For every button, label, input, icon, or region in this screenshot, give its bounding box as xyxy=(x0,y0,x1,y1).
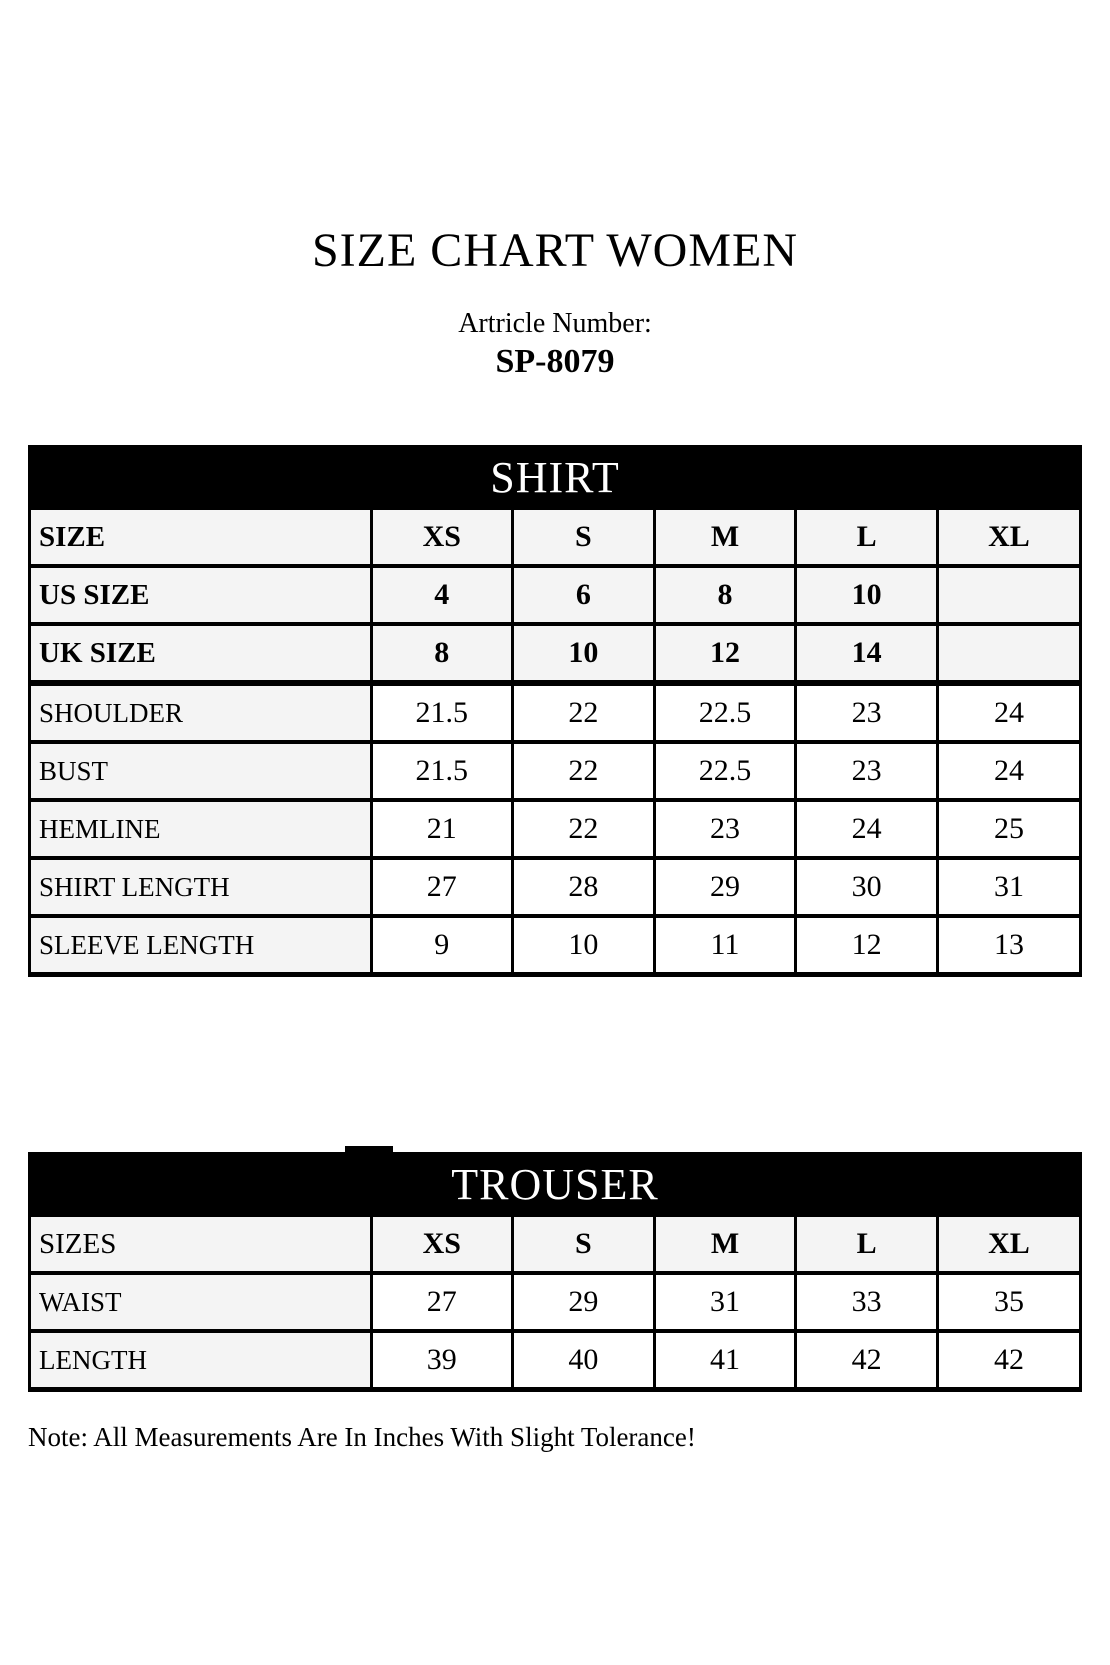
value-cell: S xyxy=(513,1215,655,1273)
value-cell: 42 xyxy=(796,1331,938,1387)
value-cell xyxy=(937,566,1079,624)
table-row xyxy=(31,916,1079,972)
page-title: SIZE CHART WOMEN xyxy=(311,224,798,277)
table-row xyxy=(31,508,1079,566)
trouser-size-table xyxy=(31,1213,1079,1387)
value-cell: 4 xyxy=(371,566,513,624)
value-cell: 23 xyxy=(796,742,938,800)
value-cell: 40 xyxy=(513,1331,655,1387)
value-cell: 14 xyxy=(796,624,938,683)
value-cell: 22.5 xyxy=(654,683,796,742)
row-label-cell: SIZES xyxy=(31,1215,371,1273)
shirt-size-table xyxy=(31,506,1079,972)
shirt-table-title: SHIRT xyxy=(31,448,1079,506)
value-cell: 8 xyxy=(371,624,513,683)
row-label-cell: LENGTH xyxy=(31,1331,371,1387)
table-row xyxy=(31,1273,1079,1331)
row-label-cell: UK SIZE xyxy=(31,624,371,683)
value-cell: XL xyxy=(937,508,1079,566)
value-cell: 22.5 xyxy=(654,742,796,800)
value-cell: 29 xyxy=(513,1273,655,1331)
value-cell: 30 xyxy=(796,858,938,916)
article-number-label: Artricle Number: xyxy=(458,308,652,340)
value-cell: 11 xyxy=(654,916,796,972)
value-cell: XL xyxy=(937,1215,1079,1273)
table-row xyxy=(31,566,1079,624)
value-cell: L xyxy=(796,508,938,566)
value-cell: 29 xyxy=(654,858,796,916)
table-row xyxy=(31,1331,1079,1387)
value-cell: 28 xyxy=(513,858,655,916)
row-label-cell: WAIST xyxy=(31,1273,371,1331)
value-cell: 42 xyxy=(937,1331,1079,1387)
value-cell: XS xyxy=(371,1215,513,1273)
value-cell: 24 xyxy=(937,742,1079,800)
value-cell: 23 xyxy=(796,683,938,742)
value-cell: 6 xyxy=(513,566,655,624)
value-cell: 22 xyxy=(513,800,655,858)
value-cell: 39 xyxy=(371,1331,513,1387)
table-row xyxy=(31,683,1079,742)
table-row xyxy=(31,1215,1079,1273)
row-label-cell: BUST xyxy=(31,742,371,800)
value-cell: 31 xyxy=(654,1273,796,1331)
value-cell: 24 xyxy=(796,800,938,858)
value-cell: 31 xyxy=(937,858,1079,916)
value-cell: 21 xyxy=(371,800,513,858)
value-cell: 22 xyxy=(513,742,655,800)
value-cell: 35 xyxy=(937,1273,1079,1331)
row-label-cell: HEMLINE xyxy=(31,800,371,858)
measurement-note: Note: All Measurements Are In Inches With Slight Tolerance! xyxy=(28,1422,696,1453)
value-cell: 24 xyxy=(937,683,1079,742)
table-row xyxy=(31,624,1079,683)
trouser-table-title: TROUSER xyxy=(31,1155,1079,1213)
value-cell: 12 xyxy=(654,624,796,683)
value-cell: 22 xyxy=(513,683,655,742)
value-cell: 23 xyxy=(654,800,796,858)
value-cell: 9 xyxy=(371,916,513,972)
value-cell: S xyxy=(513,508,655,566)
row-label-cell: SHOULDER xyxy=(31,683,371,742)
value-cell: 27 xyxy=(371,858,513,916)
article-number-value: SP-8079 xyxy=(495,343,615,381)
row-label-cell: SIZE xyxy=(31,508,371,566)
value-cell: 25 xyxy=(937,800,1079,858)
row-label-cell: SLEEVE LENGTH xyxy=(31,916,371,972)
value-cell: 10 xyxy=(513,624,655,683)
row-label-cell: SHIRT LENGTH xyxy=(31,858,371,916)
value-cell: XS xyxy=(371,508,513,566)
border-artifact-mark xyxy=(345,1146,393,1153)
value-cell: 41 xyxy=(654,1331,796,1387)
value-cell: 8 xyxy=(654,566,796,624)
row-label-cell: US SIZE xyxy=(31,566,371,624)
trouser-size-table-section xyxy=(28,1152,1082,1392)
value-cell: 12 xyxy=(796,916,938,972)
value-cell: 21.5 xyxy=(371,683,513,742)
value-cell: 33 xyxy=(796,1273,938,1331)
table-row xyxy=(31,800,1079,858)
value-cell: L xyxy=(796,1215,938,1273)
value-cell: M xyxy=(654,1215,796,1273)
table-row xyxy=(31,858,1079,916)
value-cell: 27 xyxy=(371,1273,513,1331)
shirt-size-table-section xyxy=(28,445,1082,977)
table-row xyxy=(31,742,1079,800)
value-cell: 21.5 xyxy=(371,742,513,800)
value-cell: 10 xyxy=(796,566,938,624)
value-cell: 10 xyxy=(513,916,655,972)
value-cell: M xyxy=(654,508,796,566)
value-cell: 13 xyxy=(937,916,1079,972)
value-cell xyxy=(937,624,1079,683)
